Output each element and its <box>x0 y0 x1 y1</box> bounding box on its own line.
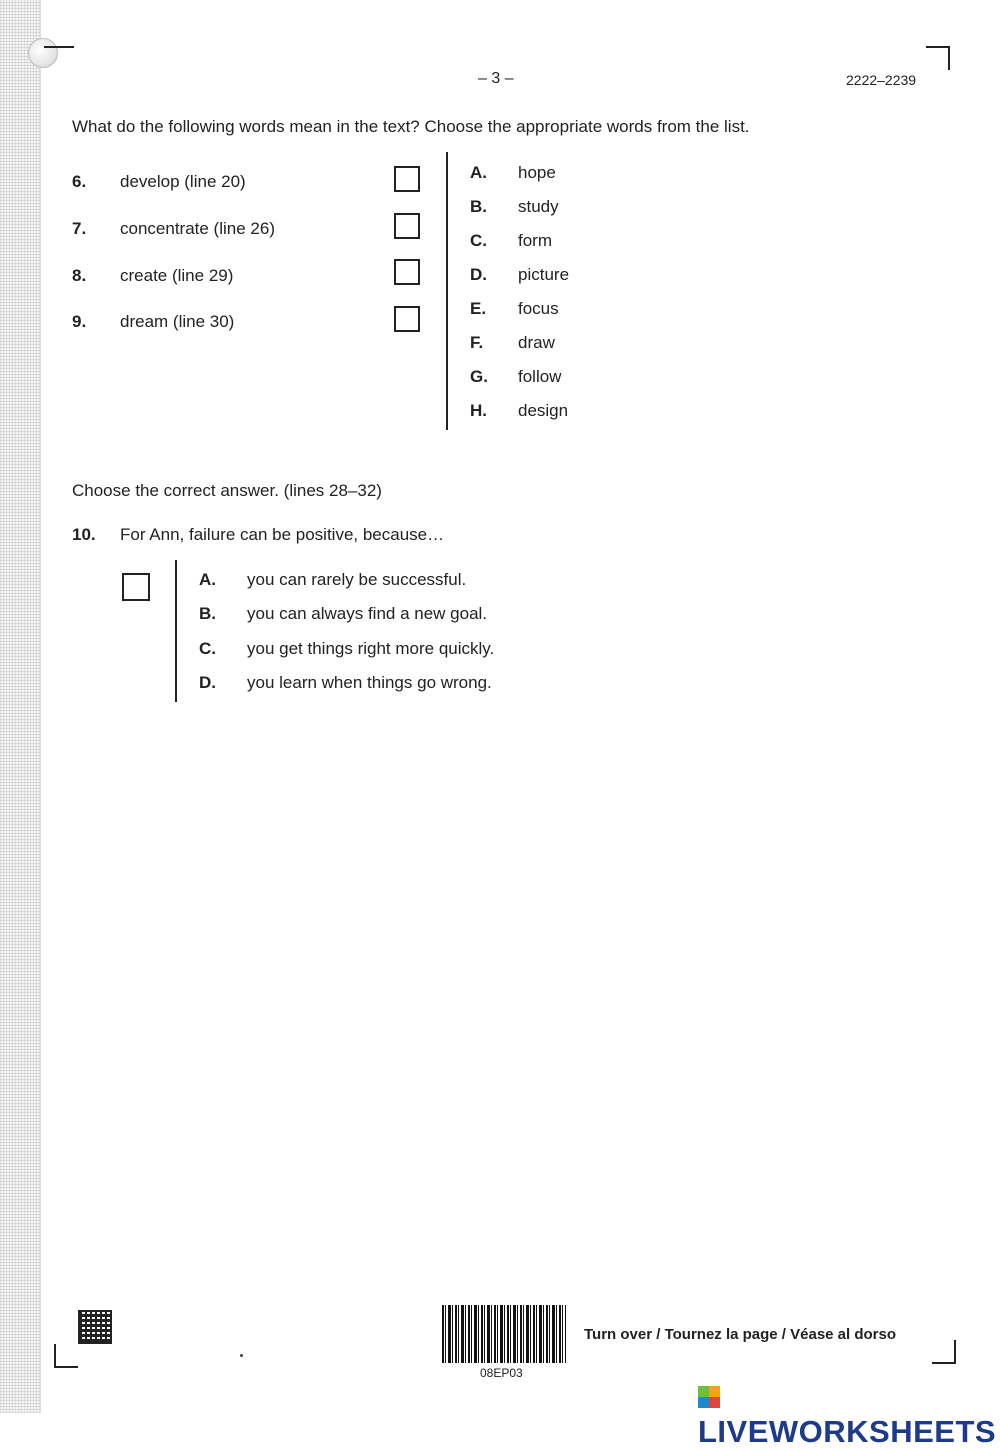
section1-instruction: What do the following words mean in the text? Choose the appropriate words from the list. <box>72 117 750 136</box>
answer-box-9[interactable] <box>394 306 420 332</box>
crop-mark-bottom-left-h <box>54 1366 78 1368</box>
option-word-form: form <box>518 231 552 250</box>
question-7-number: 7. <box>72 219 87 238</box>
answer-box-6[interactable] <box>394 166 420 192</box>
answer-box-7[interactable] <box>394 213 420 239</box>
liveworksheets-watermark <box>698 1378 1000 1450</box>
option-word-draw: draw <box>518 333 555 352</box>
q10-option-text-b: you can always find a new goal. <box>247 604 488 623</box>
liveworksheets-logo-icon <box>698 1386 720 1408</box>
question-6-text: develop (line 20) <box>120 172 246 191</box>
q10-option-text-d: you learn when things go wrong. <box>247 673 492 692</box>
question-7-text: concentrate (line 26) <box>120 219 275 238</box>
q10-option-letter-c: C. <box>199 639 216 658</box>
q10-options-divider <box>175 560 177 702</box>
option-letter-c: C. <box>470 231 487 250</box>
question-10-number: 10. <box>72 525 96 544</box>
option-letter-h: H. <box>470 401 487 420</box>
option-word-hope: hope <box>518 163 556 182</box>
option-word-focus: focus <box>518 299 559 318</box>
crop-mark-bottom-right-v <box>954 1340 956 1364</box>
q10-option-text-a: you can rarely be successful. <box>247 570 467 589</box>
crop-mark-top-right-h <box>926 46 950 48</box>
crop-mark-bottom-right-h <box>932 1362 956 1364</box>
scan-edge-strip <box>0 0 41 1413</box>
q10-option-letter-d: D. <box>199 673 216 692</box>
option-letter-d: D. <box>470 265 487 284</box>
punch-hole <box>28 38 58 68</box>
question-8-number: 8. <box>72 266 87 285</box>
question-9-text: dream (line 30) <box>120 312 235 331</box>
answer-box-8[interactable] <box>394 259 420 285</box>
speck-dot <box>240 1354 243 1357</box>
option-word-design: design <box>518 401 569 420</box>
option-letter-b: B. <box>470 197 487 216</box>
barcode-code: 08EP03 <box>480 1366 523 1380</box>
q10-option-letter-a: A. <box>199 570 216 589</box>
q10-option-letter-b: B. <box>199 604 216 623</box>
crop-mark-top-left <box>44 46 74 48</box>
options-divider <box>446 152 448 430</box>
option-word-picture: picture <box>518 265 570 284</box>
option-letter-f: F. <box>470 333 484 352</box>
page-number: – 3 – <box>478 70 514 87</box>
question-9-number: 9. <box>72 312 87 331</box>
option-letter-e: E. <box>470 299 487 318</box>
option-letter-a: A. <box>470 163 487 182</box>
turn-over-text: Turn over / Tournez la page / Véase al dorso <box>584 1326 897 1343</box>
crop-mark-top-right-v <box>948 46 950 70</box>
barcode <box>442 1305 566 1363</box>
q10-option-text-c: you get things right more quickly. <box>247 639 495 658</box>
question-8-text: create (line 29) <box>120 266 234 285</box>
watermark-text: LIVEWORKSHEETS <box>698 1414 997 1449</box>
question-10-text: For Ann, failure can be positive, because… <box>120 525 445 544</box>
crop-mark-bottom-left-v <box>54 1344 56 1368</box>
option-letter-g: G. <box>470 367 488 386</box>
option-word-study: study <box>518 197 559 216</box>
question-6-number: 6. <box>72 172 87 191</box>
option-word-follow: follow <box>518 367 562 386</box>
section2-instruction: Choose the correct answer. (lines 28–32) <box>72 481 382 500</box>
document-code: 2222–2239 <box>846 72 917 88</box>
qr-code <box>78 1310 112 1344</box>
answer-box-10[interactable] <box>122 573 150 601</box>
